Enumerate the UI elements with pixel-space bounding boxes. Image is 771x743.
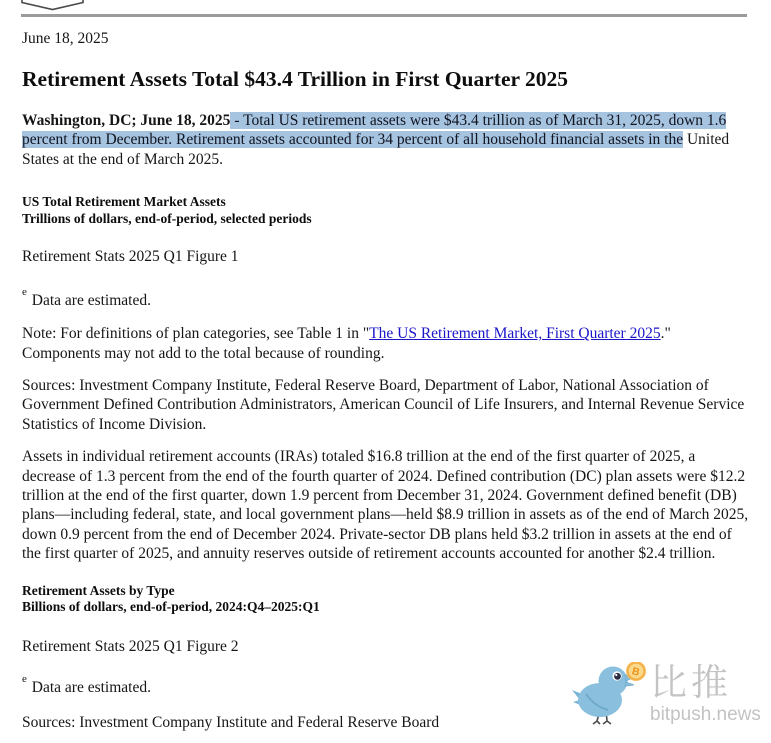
bitpush-brand-chinese: 比推 — [650, 662, 732, 703]
figure1-note — [22, 324, 749, 363]
figure2-heading-line1: Retirement Assets by Type — [22, 582, 175, 598]
figure1-caption: Retirement Stats 2025 Q1 Figure 1 — [22, 248, 239, 266]
estimate-text: Data are estimated. — [27, 679, 151, 697]
note-suffix: ." Components may not add to the total because of rounding. — [22, 325, 671, 362]
figure2-heading — [22, 583, 749, 616]
article-date: June 18, 2025 — [22, 30, 109, 47]
estimate-superscript: e — [22, 673, 27, 686]
top-divider — [21, 14, 747, 17]
figure2-heading-line2: Billions of dollars, end-of-period, 2024:Q4–2025:Q1 — [22, 599, 320, 615]
dateline: Washington, DC; June 18, 2025 — [22, 112, 231, 129]
article-title: Retirement Assets Total $43.4 Trillion in First Quarter 2025 — [22, 67, 569, 91]
figure1-sources: Sources: Investment Company Institute, Federal Reserve Board, Department of Labor, National Association of Government Defined Contribution Administrators, American Council of Life Insurers, and Internal Revenue Service Statistics of Income Division. — [22, 377, 745, 433]
lead-rest: United States at the end of March 2025. — [22, 131, 730, 168]
estimate-text: Data are estimated. — [27, 291, 151, 309]
svg-text:B: B — [630, 665, 641, 679]
bitpush-bird-icon — [570, 662, 646, 728]
figure1-estimate-note — [22, 287, 771, 311]
bitpush-watermark — [570, 662, 761, 728]
figure1-heading — [22, 194, 749, 227]
figure1-heading-line1: US Total Retirement Market Assets — [22, 194, 226, 210]
lead-paragraph — [22, 111, 749, 169]
figure2-caption: Retirement Stats 2025 Q1 Figure 2 — [22, 637, 239, 655]
note-prefix: Note: For definitions of plan categories, see Table 1 in " — [22, 325, 370, 343]
selected-text-highlight: - Total US retirement assets were $43.4 trillion as of March 31, 2025, down 1.6 percent from December. Retirement assets accounted for 34 percent of all household financial assets in the — [22, 112, 727, 149]
retirement-market-report-link[interactable]: The US Retirement Market, First Quarter 2025 — [369, 325, 661, 343]
envelope-icon[interactable] — [21, 0, 84, 11]
analysis-paragraph: Assets in individual retirement accounts (IRAs) totaled $16.8 trillion at the end of the first quarter of 2025, a decrease of 1.3 percent from the end of the fourth quarter of 2024. Defined contribution (DC) plan assets were $12.2 trillion at the end of the first quarter, down 1.9 percent from December 31, 2024. Government defined benefit (DB) plans—including federal, state, and local government plans—held $8.9 trillion in assets as of the end of March 2025, down 0.9 percent from the end of December 2024. Private-sector DB plans held $3.2 trillion in assets at the end of the first quarter of 2025, and annuity reserves outside of retirement accounts accounted for another $2.4 trillion. — [22, 448, 749, 563]
figure2-sources: Sources: Investment Company Institute and Federal Reserve Board — [22, 713, 440, 731]
bitpush-brand-domain: bitpush.news — [650, 704, 761, 725]
estimate-superscript: e — [22, 285, 27, 298]
bitpush-brand-text — [650, 662, 761, 725]
bitcoin-coin-icon — [627, 662, 644, 679]
figure1-heading-line2: Trillions of dollars, end-of-period, selected periods — [22, 210, 312, 226]
